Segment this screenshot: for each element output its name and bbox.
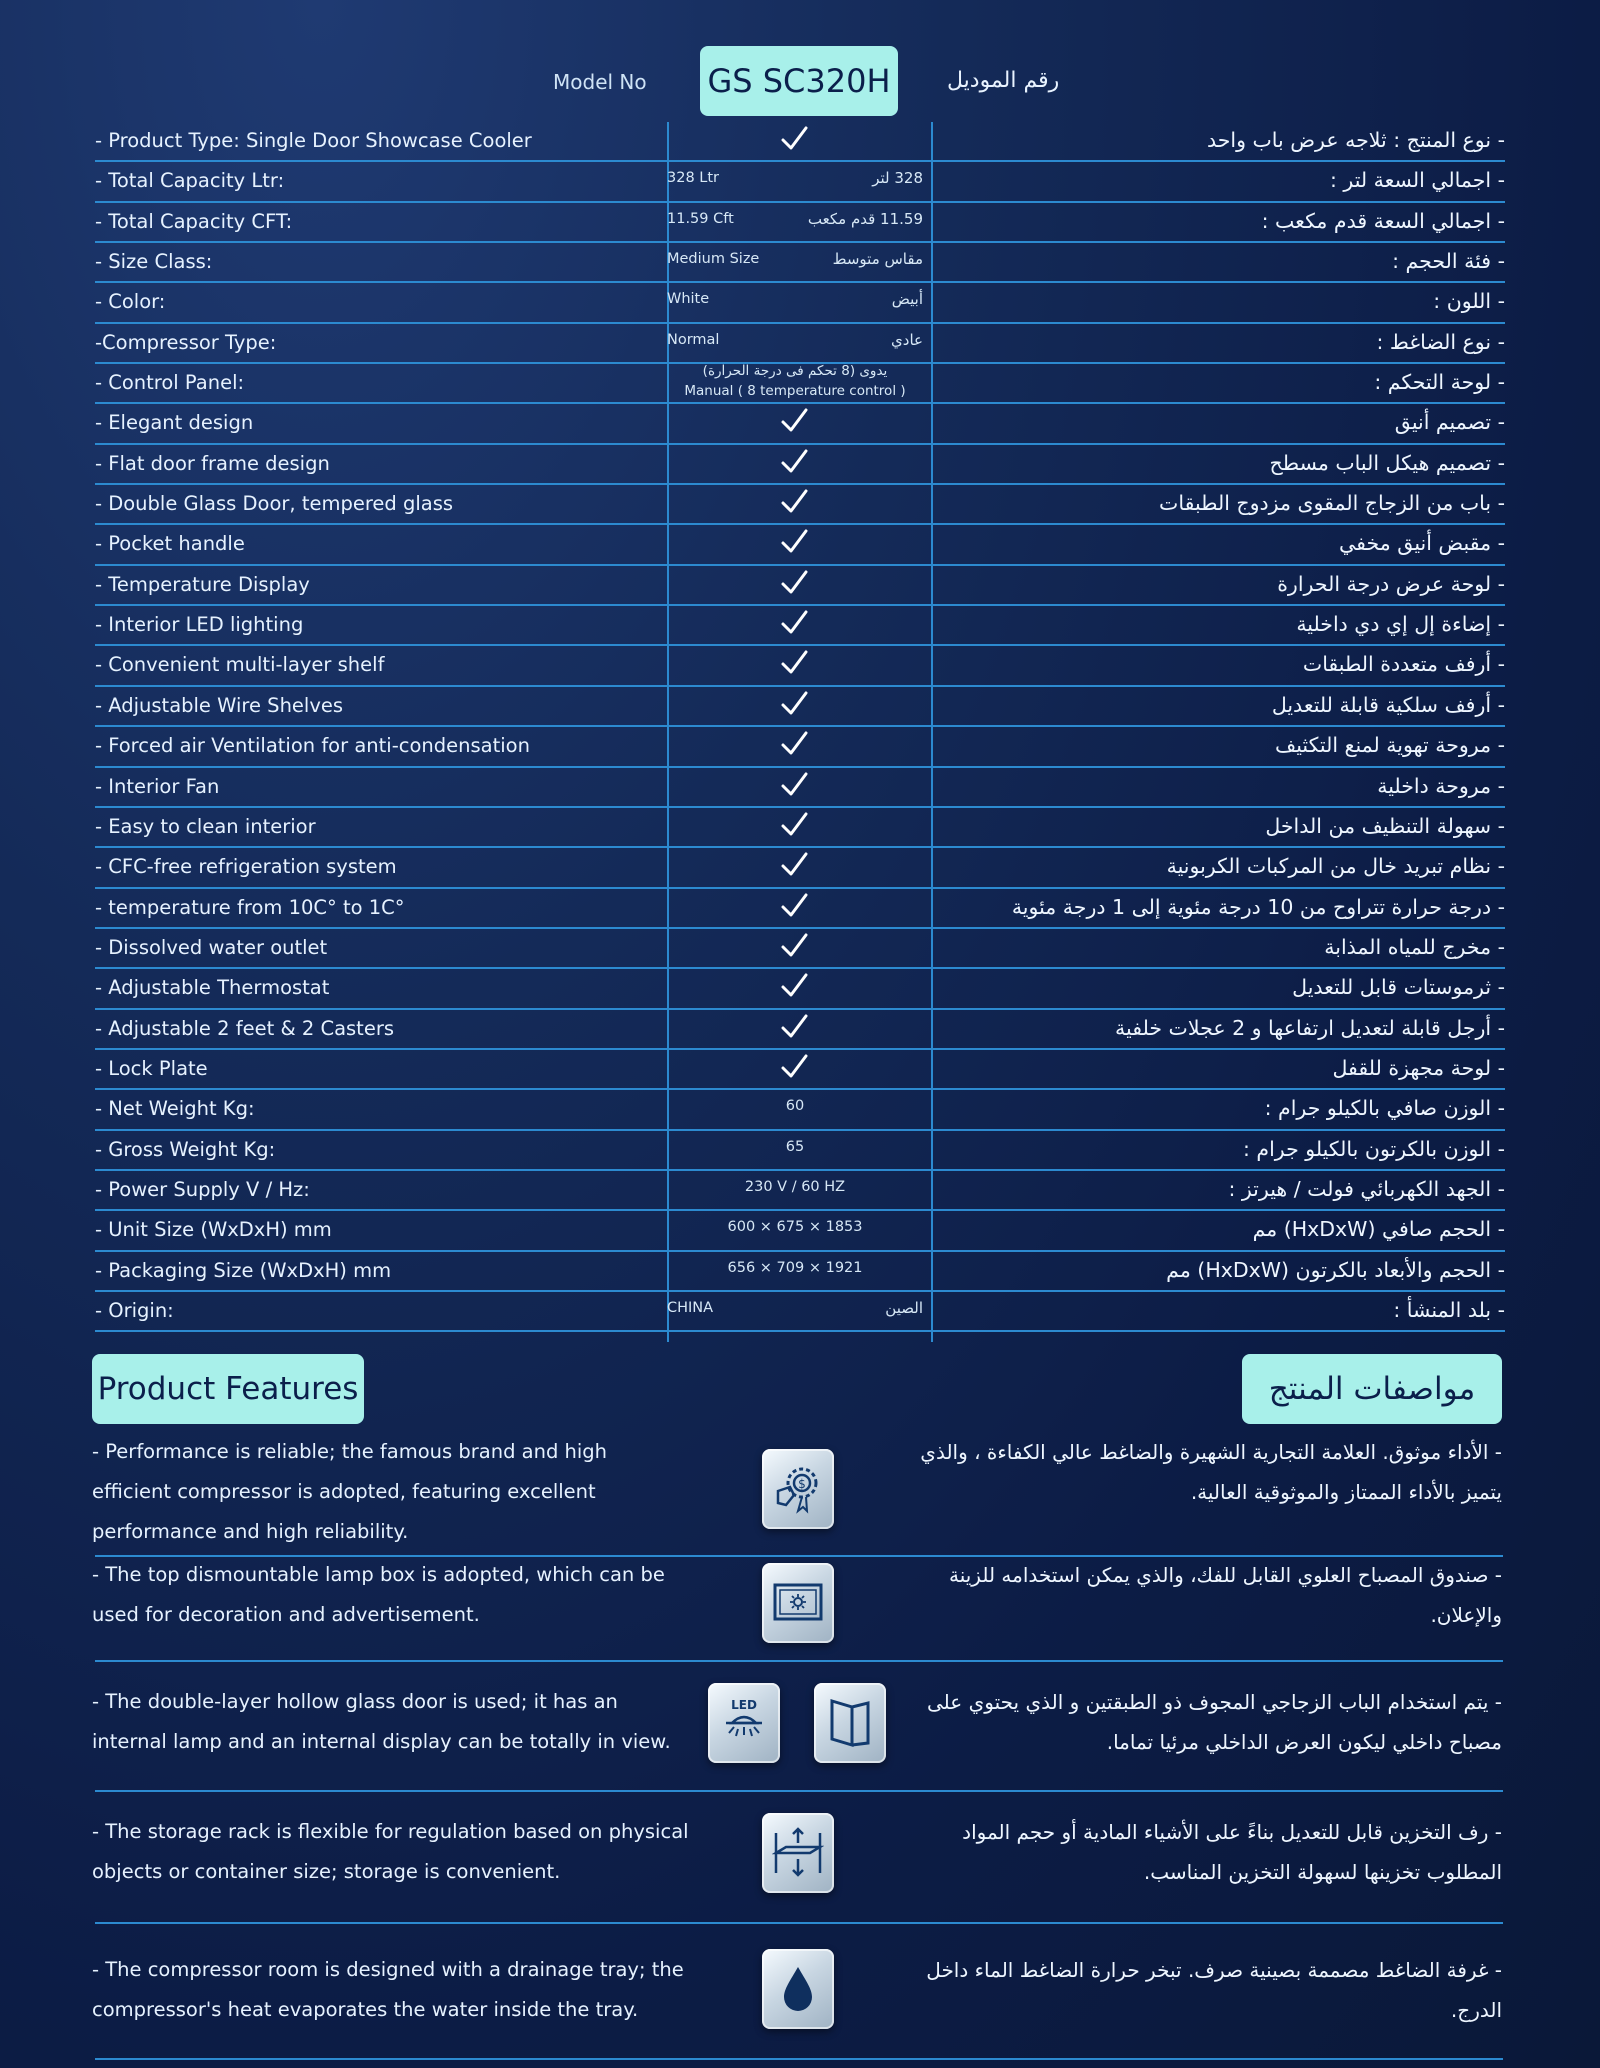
feature-text-ar: - رف التخزين قابل للتعديل بناءً على الأشياء المادية أو حجم المواد المطلوب تخزينها لسهولة التخزين المناسب. bbox=[962, 1820, 1502, 1884]
spec-label-en: - Dissolved water outlet bbox=[95, 935, 328, 959]
checkmark-icon bbox=[779, 850, 809, 880]
spec-label-ar: - نوع الضاغط : bbox=[1376, 329, 1505, 354]
spec-row bbox=[95, 646, 1505, 686]
spec-value bbox=[667, 283, 923, 321]
spec-row bbox=[95, 566, 1505, 606]
spec-label-ar: - مروحة تهوية لمنع التكثيف bbox=[1275, 733, 1505, 758]
spec-label-ar: - الجهد الكهربائي فولت / هيرتز : bbox=[1228, 1176, 1505, 1201]
spec-label-ar: - تصميم أنيق bbox=[1394, 410, 1505, 435]
spec-value bbox=[667, 687, 923, 725]
features-title-en: Product Features bbox=[92, 1354, 364, 1424]
spec-value bbox=[667, 566, 923, 604]
spec-value bbox=[667, 808, 923, 846]
spec-label-en: - Pocket handle bbox=[95, 532, 245, 556]
model-label-en: Model No bbox=[553, 70, 647, 94]
spec-value bbox=[667, 1252, 923, 1290]
spec-row bbox=[95, 203, 1505, 243]
spec-value bbox=[667, 203, 923, 241]
spec-value bbox=[667, 889, 923, 927]
spec-value bbox=[667, 606, 923, 644]
checkmark-icon bbox=[779, 568, 809, 598]
spec-table bbox=[95, 122, 1505, 1332]
spec-row bbox=[95, 606, 1505, 646]
spec-value bbox=[667, 727, 923, 765]
spec-label-ar: - مروحة داخلية bbox=[1377, 773, 1505, 798]
spec-label-ar: - مخرج للمياه المذابة bbox=[1324, 934, 1505, 959]
spec-value-en: Medium Size bbox=[667, 251, 760, 268]
feature-divider bbox=[95, 1790, 1503, 1792]
model-number-badge: GS SC320H bbox=[700, 46, 898, 116]
spec-row bbox=[95, 364, 1505, 404]
water-drop-icon bbox=[762, 1949, 834, 2029]
adjustable-shelf-icon bbox=[762, 1813, 834, 1893]
model-header bbox=[0, 44, 1600, 116]
checkmark-icon bbox=[779, 931, 809, 961]
spec-label-en: - Power Supply V / Hz: bbox=[95, 1177, 310, 1201]
spec-label-ar: - أرفف متعددة الطبقات bbox=[1302, 652, 1505, 677]
checkmark-icon bbox=[779, 1012, 809, 1042]
spec-label-en: - Double Glass Door, tempered glass bbox=[95, 492, 454, 516]
spec-label-ar: - لوحة مجهزة للقفل bbox=[1332, 1055, 1505, 1080]
feature-divider bbox=[95, 1922, 1503, 1924]
spec-row bbox=[95, 1252, 1505, 1292]
checkmark-icon bbox=[779, 608, 809, 638]
spec-value bbox=[667, 1050, 923, 1088]
checkmark-icon bbox=[779, 527, 809, 557]
checkmark-icon bbox=[779, 447, 809, 477]
spec-value bbox=[667, 485, 923, 523]
svg-text:$: $ bbox=[798, 1477, 806, 1491]
checkmark-icon bbox=[779, 971, 809, 1001]
spec-value bbox=[667, 1292, 923, 1330]
features-title-ar: مواصفات المنتج bbox=[1242, 1354, 1502, 1424]
spec-row bbox=[95, 162, 1505, 202]
spec-label-en: - Lock Plate bbox=[95, 1056, 208, 1080]
feature-text-ar: - صندوق المصباح العلوي القابل للفك، والذي يمكن استخدامه للزينة والإعلان. bbox=[948, 1563, 1502, 1627]
spec-label-ar: - الوزن بالكرتون بالكيلو جرام : bbox=[1242, 1136, 1505, 1161]
spec-label-ar: - الحجم والأبعاد بالكرتون (HxDxW) مم bbox=[1166, 1257, 1505, 1282]
spec-label-en: - Forced air Ventilation for anti-condensation bbox=[95, 734, 530, 758]
spec-value bbox=[667, 929, 923, 967]
spec-label-ar: - باب من الزجاج المقوى مزدوج الطبقات bbox=[1159, 491, 1505, 516]
spec-label-en: - Elegant design bbox=[95, 411, 254, 435]
spec-value bbox=[667, 768, 923, 806]
spec-row bbox=[95, 283, 1505, 323]
spec-label-ar: - الوزن صافي بالكيلو جرام : bbox=[1264, 1096, 1505, 1121]
spec-row bbox=[95, 929, 1505, 969]
spec-label-ar: - سهولة التنظيف من الداخل bbox=[1265, 813, 1505, 838]
spec-value bbox=[667, 162, 923, 200]
spec-row bbox=[95, 969, 1505, 1009]
spec-label-ar: - اجمالي السعة قدم مكعب : bbox=[1261, 208, 1505, 233]
glass-door-icon bbox=[814, 1683, 886, 1763]
checkmark-icon bbox=[779, 891, 809, 921]
spec-value-ar: عادي bbox=[891, 330, 923, 349]
spec-label-ar: - أرجل قابلة لتعديل ارتفاعها و 2 عجلات خلفية bbox=[1115, 1015, 1505, 1040]
spec-row bbox=[95, 687, 1505, 727]
spec-row bbox=[95, 1050, 1505, 1090]
spec-label-ar: - نظام تبريد خال من المركبات الكربونية bbox=[1166, 854, 1505, 879]
spec-row bbox=[95, 889, 1505, 929]
spec-label-ar: - بلد المنشأ : bbox=[1393, 1297, 1505, 1322]
spec-value bbox=[667, 324, 923, 362]
spec-row bbox=[95, 485, 1505, 525]
checkmark-icon bbox=[779, 729, 809, 759]
spec-row bbox=[95, 243, 1505, 283]
spec-label-en: - Adjustable Wire Shelves bbox=[95, 693, 344, 717]
spec-row bbox=[95, 1131, 1505, 1171]
spec-label-ar: - فئة الحجم : bbox=[1392, 249, 1505, 274]
feature-text-en: - The top dismountable lamp box is adopted, which can be used for decoration and advertisement. bbox=[92, 1563, 665, 1626]
spec-value-ar: أبيض bbox=[891, 290, 923, 309]
spec-label-en: - Total Capacity Ltr: bbox=[95, 169, 285, 193]
spec-row bbox=[95, 1171, 1505, 1211]
spec-value bbox=[667, 445, 923, 483]
spec-label-en: - Control Panel: bbox=[95, 371, 245, 395]
spec-value-en: 328 Ltr bbox=[667, 170, 720, 187]
spec-value-en: CHINA bbox=[667, 1299, 714, 1316]
checkmark-icon bbox=[779, 689, 809, 719]
spec-label-en: - Flat door frame design bbox=[95, 451, 330, 475]
spec-value bbox=[667, 848, 923, 886]
spec-label-ar: - إضاءة إل إي دي داخلية bbox=[1296, 612, 1505, 637]
spec-label-en: - Packaging Size (WxDxH) mm bbox=[95, 1258, 392, 1282]
model-label-ar: رقم الموديل bbox=[947, 68, 1060, 93]
spec-label-en: - Adjustable Thermostat bbox=[95, 976, 330, 1000]
spec-value-ar: يدوى (8 تحكم فى درجة الحرارة) bbox=[702, 363, 888, 380]
spec-label-ar: - درجة حرارة تتراوح من 10 درجة مئوية إلى 1 درجة مئوية bbox=[1011, 894, 1505, 919]
spec-row bbox=[95, 1211, 1505, 1251]
spec-label-ar: - أرفف سلكية قابلة للتعديل bbox=[1271, 692, 1505, 717]
feature-text-en: - Performance is reliable; the famous brand and high efficient compressor is adopted, featuring excellent performance and high reliability. bbox=[92, 1440, 608, 1543]
spec-row bbox=[95, 445, 1505, 485]
checkmark-icon bbox=[779, 648, 809, 678]
spec-value-ar: مقاس متوسط bbox=[832, 250, 923, 269]
checkmark-icon bbox=[779, 810, 809, 840]
spec-label-en: - Color: bbox=[95, 290, 166, 314]
spec-label-en: - Product Type: Single Door Showcase Cooler bbox=[95, 129, 532, 152]
spec-label-en: -Compressor Type: bbox=[95, 330, 277, 354]
spec-label-en: - Adjustable 2 feet & 2 Casters bbox=[95, 1016, 394, 1040]
spec-label-en: - Easy to clean interior bbox=[95, 814, 316, 838]
spec-label-en: - Interior LED lighting bbox=[95, 613, 304, 637]
spec-value-text: 656 × 709 × 1921 bbox=[727, 1259, 863, 1276]
spec-value bbox=[667, 404, 923, 442]
spec-label-ar: - تصميم هيكل الباب مسطح bbox=[1269, 450, 1505, 475]
spec-value bbox=[667, 525, 923, 563]
feature-divider bbox=[95, 1660, 1503, 1662]
spec-value bbox=[667, 646, 923, 684]
feature-text-ar: - يتم استخدام الباب الزجاجي المجوف ذو الطبقتين و الذي يحتوي على مصباح داخلي ليكون العرض الداخلي مرئيا تماما. bbox=[927, 1690, 1502, 1754]
feature-divider bbox=[95, 2058, 1503, 2060]
lamp-box-icon bbox=[762, 1563, 834, 1643]
spec-label-ar: - نوع المنتج : ثلاجه عرض باب واحد bbox=[1206, 128, 1505, 152]
svg-text:LED: LED bbox=[731, 1698, 757, 1712]
spec-value-en: Normal bbox=[667, 331, 720, 348]
spec-label-en: - Origin: bbox=[95, 1298, 174, 1322]
checkmark-icon bbox=[779, 406, 809, 436]
led-lamp-icon bbox=[708, 1683, 780, 1763]
spec-row bbox=[95, 848, 1505, 888]
spec-row bbox=[95, 525, 1505, 565]
feature-text-en: - The storage rack is flexible for regulation based on physical objects or container size; storage is convenient. bbox=[92, 1820, 689, 1883]
checkmark-icon bbox=[779, 1052, 809, 1082]
spec-value-en: 11.59 Cft bbox=[667, 210, 734, 227]
spec-value bbox=[667, 1171, 923, 1209]
spec-label-en: - Gross Weight Kg: bbox=[95, 1137, 276, 1161]
spec-row bbox=[95, 122, 1505, 162]
feature-text-ar: - غرفة الضاغط مصممة بصينية صرف. تبخر حرارة الضاغط الماء داخل الدرج. bbox=[926, 1958, 1502, 2022]
spec-label-ar: - ثرموستات قابل للتعديل bbox=[1292, 975, 1505, 1000]
checkmark-icon bbox=[779, 487, 809, 517]
spec-value bbox=[667, 364, 923, 402]
spec-value bbox=[667, 1010, 923, 1048]
spec-value bbox=[667, 1090, 923, 1128]
spec-label-ar: - اجمالي السعة لتر : bbox=[1329, 168, 1505, 193]
spec-row bbox=[95, 324, 1505, 364]
spec-row bbox=[95, 768, 1505, 808]
spec-label-en: - Temperature Display bbox=[95, 572, 310, 596]
spec-row bbox=[95, 808, 1505, 848]
checkmark-icon bbox=[779, 770, 809, 800]
spec-label-en: - Size Class: bbox=[95, 250, 213, 274]
spec-value bbox=[667, 122, 923, 160]
spec-value-ar: 11.59 قدم مكعب bbox=[807, 209, 923, 228]
gear-quality-icon bbox=[762, 1449, 834, 1529]
spec-value-ar: الصين bbox=[885, 1298, 923, 1317]
spec-label-ar: - مقبض أنيق مخفي bbox=[1339, 531, 1505, 556]
spec-value bbox=[667, 243, 923, 281]
feature-text-en: - The compressor room is designed with a drainage tray; the compressor's heat evaporates the water inside the tray. bbox=[92, 1958, 684, 2021]
feature-text-ar: - الأداء موثوق. العلامة التجارية الشهيرة والضاغط عالي الكفاءة ، والذي يتميز بالأداء الممتاز والموثوقية العالية. bbox=[920, 1440, 1502, 1504]
spec-label-ar: - لوحة عرض درجة الحرارة bbox=[1277, 571, 1505, 596]
spec-value-en: White bbox=[667, 291, 710, 308]
spec-value-ar: 328 لتر bbox=[872, 169, 923, 188]
spec-row bbox=[95, 1010, 1505, 1050]
spec-row bbox=[95, 404, 1505, 444]
spec-label-en: - Net Weight Kg: bbox=[95, 1097, 255, 1121]
spec-label-ar: - لوحة التحكم : bbox=[1374, 370, 1505, 395]
checkmark-icon bbox=[779, 124, 809, 154]
feature-text-en: - The double-layer hollow glass door is used; it has an internal lamp and an internal display can be totally in view. bbox=[92, 1690, 671, 1753]
spec-label-en: - Unit Size (WxDxH) mm bbox=[95, 1218, 332, 1242]
spec-label-en: - temperature from 10C° to 1C° bbox=[95, 895, 405, 919]
spec-value-en: Manual ( 8 temperature control ) bbox=[684, 383, 906, 400]
spec-value-text: 600 × 675 × 1853 bbox=[727, 1219, 863, 1236]
spec-row bbox=[95, 727, 1505, 767]
spec-label-ar: - الحجم صافي (HxDxW) مم bbox=[1252, 1217, 1505, 1242]
spec-row bbox=[95, 1090, 1505, 1130]
spec-value bbox=[667, 969, 923, 1007]
spec-value bbox=[667, 1211, 923, 1249]
spec-value bbox=[667, 1131, 923, 1169]
spec-value-text: 60 bbox=[785, 1098, 805, 1115]
spec-label-en: - Total Capacity CFT: bbox=[95, 209, 293, 233]
spec-row bbox=[95, 1292, 1505, 1332]
spec-label-ar: - اللون : bbox=[1433, 289, 1505, 314]
spec-value-text: 230 V / 60 HZ bbox=[744, 1178, 846, 1195]
spec-value-text: 65 bbox=[785, 1138, 805, 1155]
spec-label-en: - Convenient multi-layer shelf bbox=[95, 653, 385, 677]
spec-label-en: - Interior Fan bbox=[95, 774, 220, 798]
spec-label-en: - CFC-free refrigeration system bbox=[95, 855, 397, 879]
